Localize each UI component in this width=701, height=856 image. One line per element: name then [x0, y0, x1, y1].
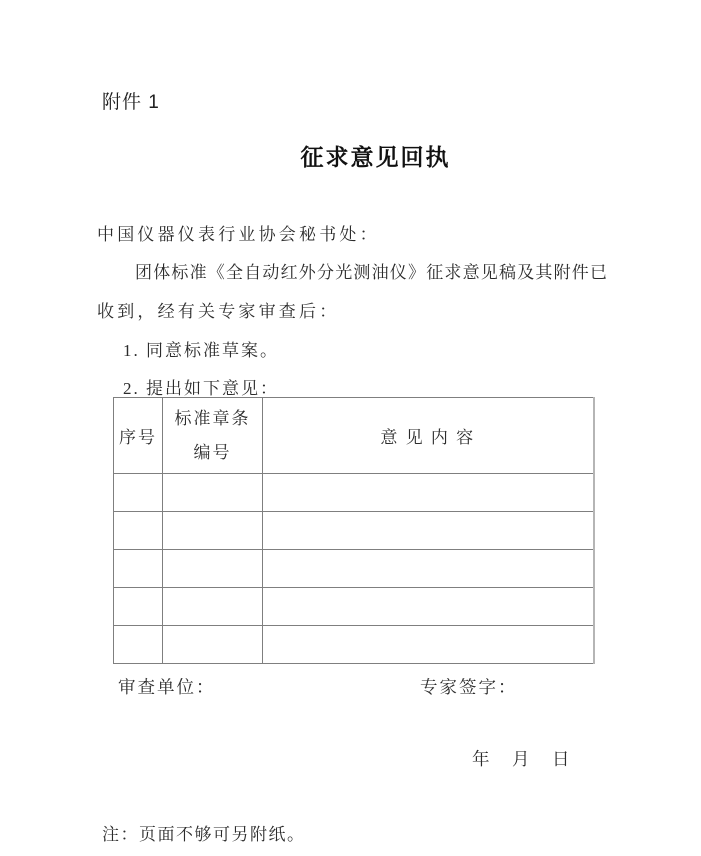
date-line: 年 月 日: [472, 749, 572, 769]
paragraph-line-2: 收到，经有关专家审查后：: [97, 301, 340, 321]
page-title: 征求意见回执: [300, 144, 451, 170]
salutation-line: 中国仪器仪表行业协会秘书处：: [97, 224, 380, 244]
empty-cell: [263, 474, 594, 512]
col-header-clause-line1: 标准章条: [174, 408, 251, 428]
empty-cell: [263, 550, 594, 588]
title-container: [50, 139, 701, 172]
table-header-row: [114, 398, 594, 474]
list-item-comments-below: 2. 提出如下意见：: [123, 379, 279, 399]
empty-cell: [114, 512, 163, 550]
empty-cell: [163, 550, 263, 588]
col-header-serial-number: 序号: [114, 398, 163, 474]
table-empty-row: [114, 512, 594, 550]
comments-table: [113, 397, 595, 664]
table-empty-row: [114, 550, 594, 588]
empty-cell: [263, 512, 594, 550]
table-empty-row: [114, 626, 594, 664]
col-header-comment-content: 意 见 内 容: [263, 398, 594, 474]
empty-cell: [114, 588, 163, 626]
empty-cell: [114, 474, 163, 512]
table-empty-row: [114, 474, 594, 512]
attachment-label: 附件 1: [102, 92, 160, 113]
col-header-clause-number: [163, 398, 263, 474]
paragraph-line-1: 团体标准《全自动红外分光测油仪》征求意见稿及其附件已: [135, 263, 609, 283]
empty-cell: [114, 626, 163, 664]
empty-cell: [163, 474, 263, 512]
empty-cell: [263, 588, 594, 626]
empty-cell: [263, 626, 594, 664]
footnote: 注：页面不够可另附纸。: [102, 825, 306, 844]
empty-cell: [163, 512, 263, 550]
empty-cell: [163, 626, 263, 664]
col-header-clause-line2: 编号: [193, 442, 232, 462]
review-unit-label: 审查单位：: [118, 677, 216, 697]
table-empty-row: [114, 588, 594, 626]
table-body: [114, 474, 594, 664]
expert-signature-label: 专家签字：: [420, 677, 518, 697]
list-item-agree-draft: 1. 同意标准草案。: [123, 340, 279, 360]
empty-cell: [114, 550, 163, 588]
document-body: [97, 213, 609, 406]
empty-cell: [163, 588, 263, 626]
